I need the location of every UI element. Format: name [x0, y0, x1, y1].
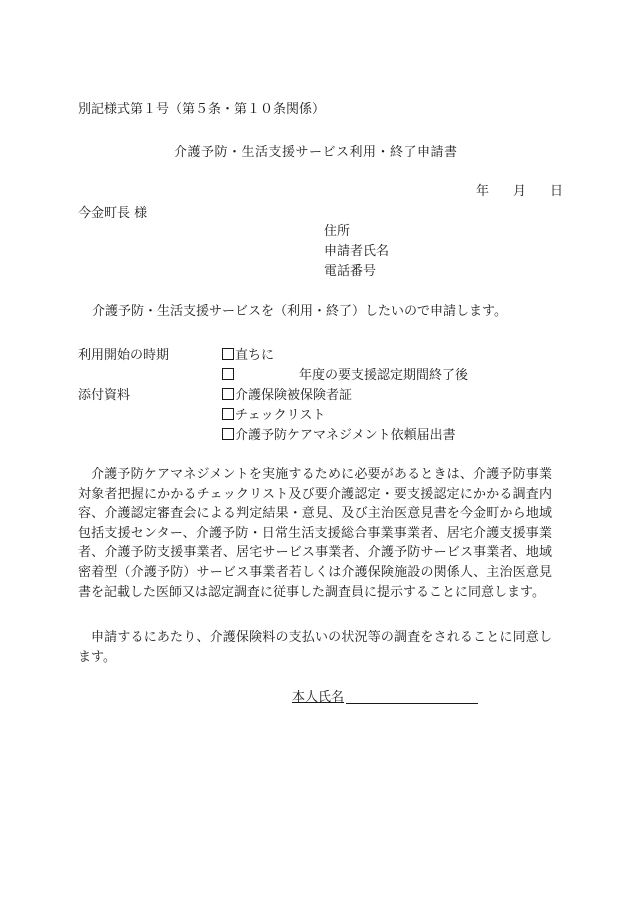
option-label: 介護保険被保険者証 — [235, 388, 353, 403]
option-label: 直ちに — [235, 348, 275, 363]
option-label: 年度の要支援認定期間終了後 — [299, 368, 469, 383]
consent-paragraph: 介護予防ケアマネジメントを実施するために必要があるときは、介護予防事業対象者把握にかかるチェックリスト及び要介護認定・要支援認定にかかる調査内容、介護認定審査会による判定結果・意見、及び主治医意見書を今金町から地域包括支援センター、介護予防・日常生活支援総合事業事業者、居宅介護支援事業者、介護予防支援事業者、居宅サービス事業者、介護予防サービス事業者、地域密着型（介護予防）サービス事業者若しくは介護保険施設の関係人、主治医意見書を記載した医師又は認定調査に従事した調査員に提示することに同意します。 — [78, 467, 552, 600]
page-title: 介護予防・生活支援サービス利用・終了申請書 — [174, 145, 458, 160]
date-day-label: 日 — [550, 184, 564, 199]
date-line — [476, 182, 563, 201]
form-number: 別記様式第１号（第５条・第１０条関係） — [78, 102, 326, 117]
phone-number-label: 電話番号 — [324, 264, 377, 279]
start-immediately-option[interactable] — [222, 346, 274, 365]
checkbox[interactable] — [222, 368, 234, 380]
attachments-label: 添付資料 — [78, 388, 131, 403]
start-after-certification-option[interactable] — [222, 366, 468, 385]
signature-field[interactable] — [292, 688, 478, 707]
address-label: 住所 — [324, 224, 351, 239]
date-year-label: 年 — [476, 184, 490, 199]
option-label: 介護予防ケアマネジメント依頼届出書 — [235, 428, 456, 443]
attachment-insurance-card-option[interactable] — [222, 386, 352, 405]
checkbox[interactable] — [222, 408, 234, 420]
start-timing-label: 利用開始の時期 — [78, 348, 170, 363]
attachment-care-management-request-option[interactable] — [222, 426, 456, 445]
addressee: 今金町長 様 — [78, 206, 148, 221]
attachment-checklist-option[interactable] — [222, 406, 325, 425]
checkbox[interactable] — [222, 348, 234, 360]
signature-line[interactable] — [346, 691, 478, 704]
consent-paragraph: 申請するにあたり、介護保険料の支払いの状況等の調査をされることに同意します。 — [78, 630, 552, 665]
checkbox[interactable] — [222, 388, 234, 400]
checkbox[interactable] — [222, 428, 234, 440]
date-month-label: 月 — [513, 184, 527, 199]
option-label: チェックリスト — [235, 408, 326, 423]
applicant-name-label: 申請者氏名 — [324, 244, 390, 259]
request-statement: 介護予防・生活支援サービスを（利用・終了）したいので申請します。 — [92, 304, 507, 319]
signature-label: 本人氏名 — [292, 690, 345, 705]
